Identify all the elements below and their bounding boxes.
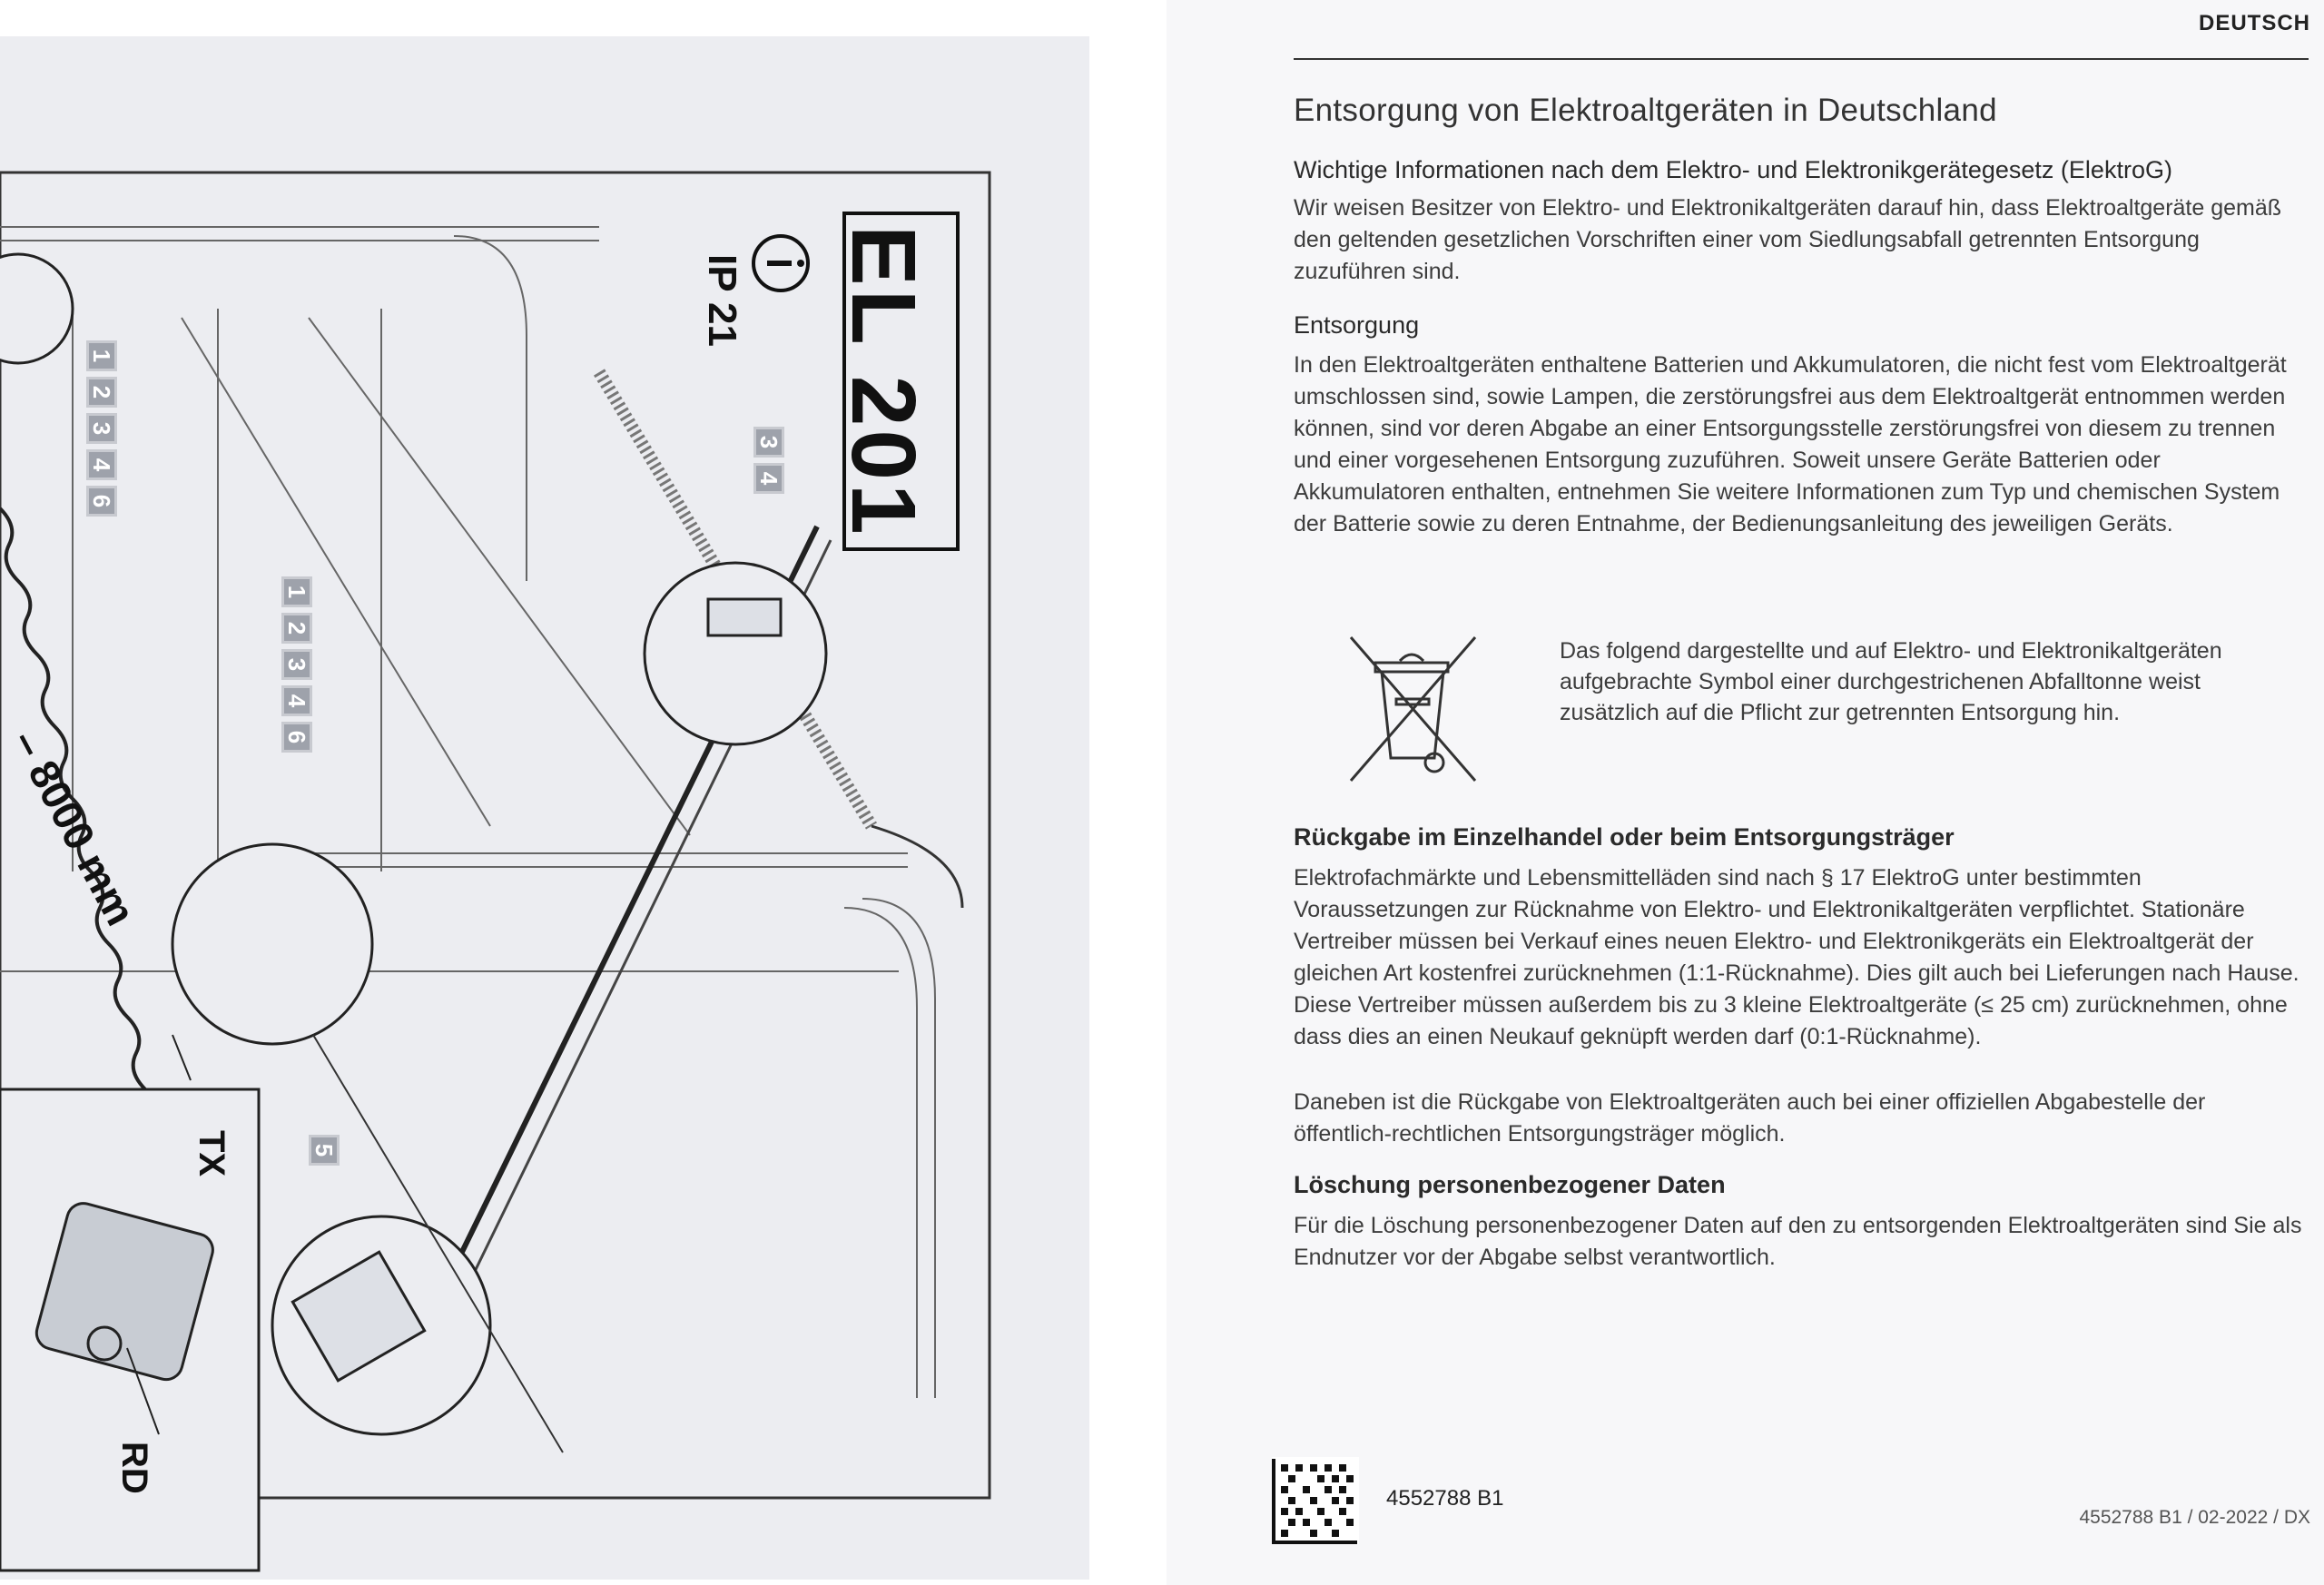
model-label: EL 201	[832, 225, 934, 538]
step-badge: 4	[86, 449, 117, 480]
step-badge: 4	[753, 463, 784, 494]
section-text-return-2: Daneben ist die Rückgabe von Elektroaltgeräten auch bei einer offiziellen Abgabestelle der öffentlich-rechtlichen Entsorgungsträger möglich.	[1294, 1089, 2206, 1147]
step-badge: 2	[86, 377, 117, 408]
section-heading-info: Wichtige Informationen nach dem Elektro- und Elektronikgerätegesetz (ElektroG)	[1294, 156, 2172, 183]
document-id: 4552788 B1	[1386, 1486, 1504, 1511]
symbol-description: Das folgend dargestellte und auf Elektro- und Elektronikaltgeräten aufgebrachte Symbol einer durchgestrichenen Abfalltonne weist zusätzlich auf die Pflicht zur getrennten Entsorgung hin.	[1560, 638, 2222, 725]
transmitter-label: TX	[192, 1130, 231, 1177]
section-text-return: Elektrofachmärkte und Lebensmittelläden sind nach § 17 ElektroG unter bestimmten Voraussetzungen zur Rücknahme von Elektro- und Elektronikaltgeräten verpflichtet. Stationäre Vertreiber müssen bei Verkauf eines neuen Elektro- und Elektronikgeräts ein Elektroaltgerät der gleichen Art kostenfrei zurücknehmen (1:1-Rücknahme). Dies gilt auch bei Lieferungen nach Hause. Diese Vertreiber müssen außerdem bis zu 3 kleine Elektroaltgeräte (≤ 25 cm) zurücknehmen, ohne dass dies an einen Neukauf geknüpft werden darf (0:1-Rücknahme).	[1294, 865, 2299, 1049]
section-heading-return: Rückgabe im Einzelhandel oder beim Entsorgungsträger	[1294, 823, 1955, 851]
ip-rating-label: IP 21	[700, 254, 744, 347]
page-title: Entsorgung von Elektroaltgeräten in Deutschland	[1294, 93, 1997, 128]
step-badge: 2	[281, 613, 312, 644]
data-matrix-code	[1272, 1457, 1359, 1544]
step-badge: 5	[309, 1135, 340, 1166]
section-text-disposal: In den Elektroaltgeräten enthaltene Batterien und Akkumulatoren, die nicht fest vom Elektroaltgerät umschlossen sind, sowie Lampen, die zerstörungsfrei aus dem Elektroaltgerät entnommen werden können, sind vor deren Abgabe an einer Entsorgungsstelle zerstörungsfrei von diesem zu trennen und einer vorgesehenen Entsorgung zuzuführen. Soweit unsere Geräte Batterien oder Akkumulatoren enthalten, entnehmen Sie weitere Informationen zum Typ und chemischen System der Batterie sowie zu deren Entnahme, der Bedienungsanleitung des jeweiligen Geräts.	[1294, 352, 2287, 537]
step-badge: 3	[281, 649, 312, 680]
section-heading-disposal: Entsorgung	[1294, 311, 1420, 339]
button-label: RD	[114, 1442, 154, 1494]
dimension-label: – 8000 mm	[3, 722, 145, 933]
left-page-diagram	[0, 36, 1089, 1580]
step-badge: 1	[281, 576, 312, 607]
step-badge: 6	[281, 722, 312, 753]
section-text-data-deletion: Für die Löschung personenbezogener Daten auf den zu entsorgenden Elektroaltgeräten sind Sie als Endnutzer vor der Abgabe selbst verantwortlich.	[1294, 1213, 2302, 1270]
step-badge: 4	[281, 685, 312, 716]
step-badge: 3	[86, 413, 117, 444]
step-badge: 1	[86, 340, 117, 371]
section-text-info: Wir weisen Besitzer von Elektro- und Elektronikaltgeräten darauf hin, dass Elektroaltgeräte gemäß den geltenden gesetzlichen Vorschriften einer vom Siedlungsabfall getrennten Entsorgung zuzuführen sind.	[1294, 195, 2282, 284]
language-label: DEUTSCH	[2198, 11, 2310, 35]
section-heading-data-deletion: Löschung personenbezogener Daten	[1294, 1171, 1726, 1198]
warning-icon	[753, 236, 808, 290]
crossed-out-wheelie-bin-icon	[1344, 635, 1480, 785]
step-badge: 6	[86, 486, 117, 517]
right-page-text	[1167, 0, 2324, 1585]
step-badge: 3	[753, 427, 784, 458]
document-reference: 4552788 B1 / 02-2022 / DX	[2079, 1507, 2310, 1528]
header-rule	[1294, 58, 2309, 60]
